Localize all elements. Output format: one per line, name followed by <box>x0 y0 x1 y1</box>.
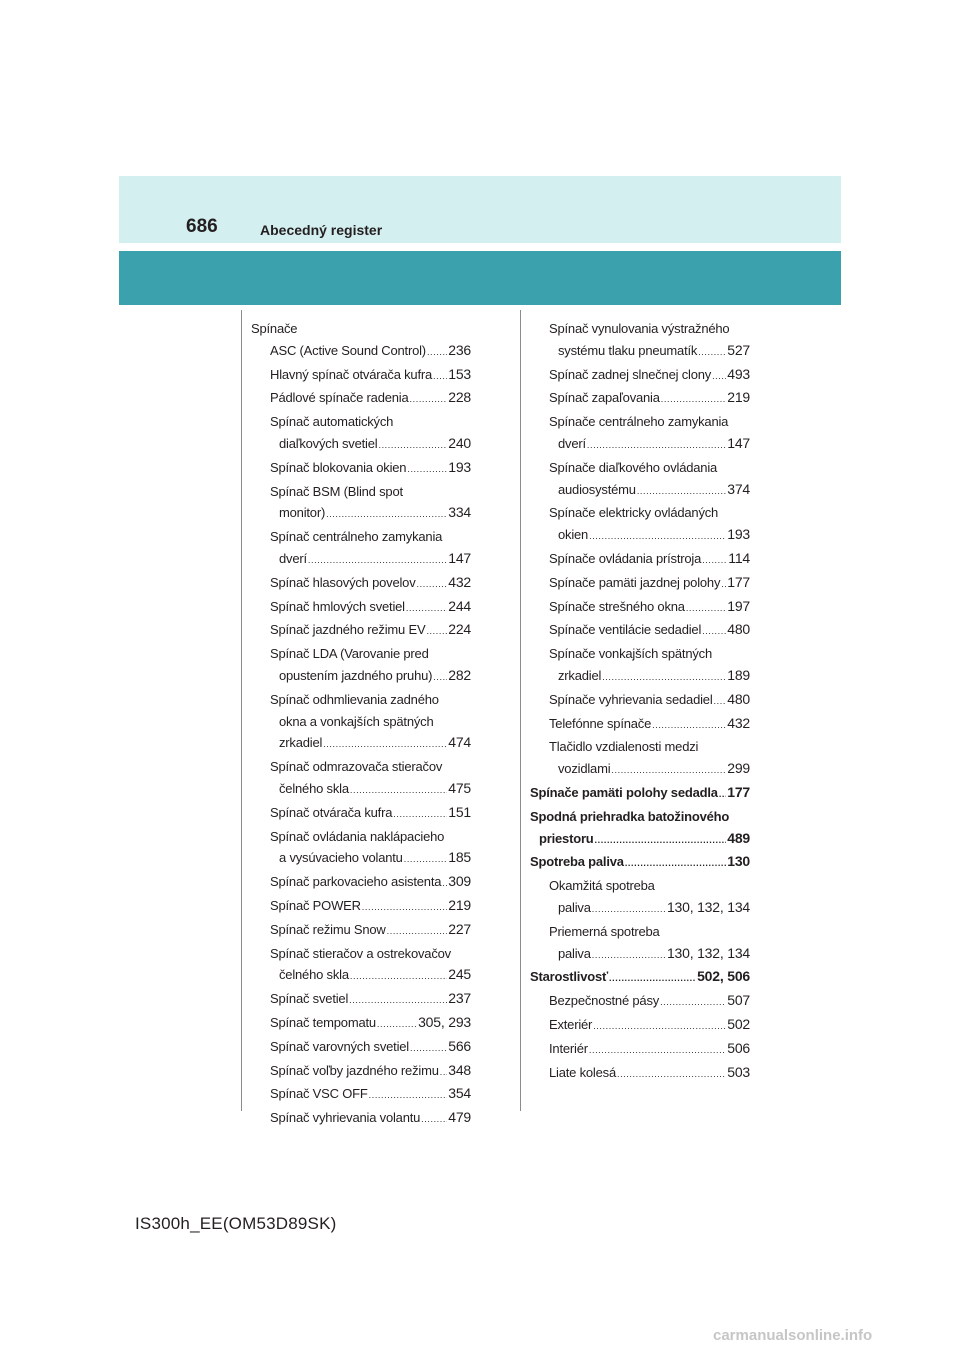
dot-leader <box>433 366 447 388</box>
entry-label: Spínač vynulovania výstražného <box>549 321 730 336</box>
page-reference: 489 <box>727 829 750 846</box>
index-entry <box>251 778 471 802</box>
index-entry <box>251 643 471 665</box>
entry-label: Telefónne spínače <box>549 715 652 731</box>
entry-label: Liate kolesá <box>549 1064 616 1080</box>
index-entry <box>251 481 471 503</box>
entry-label: diaľkových svetiel <box>279 435 378 451</box>
page-reference: 527 <box>727 341 750 358</box>
entry-label: Spínače pamäti jazdnej polohy <box>549 574 721 590</box>
index-entry <box>251 847 471 871</box>
page-reference: 197 <box>727 597 750 614</box>
dot-leader <box>702 550 727 572</box>
dot-leader <box>369 1085 448 1107</box>
page-reference: 237 <box>448 990 471 1007</box>
index-entry <box>251 340 471 364</box>
entry-label: Spínače pamäti polohy sedadla <box>530 784 718 800</box>
entry-label: Hlavný spínač otvárača kufra <box>270 366 433 382</box>
dot-leader <box>602 667 726 689</box>
entry-label: Tlačidlo vzdialenosti medzi <box>549 739 699 755</box>
entry-label: Spínač zadnej slnečnej clony <box>549 366 712 382</box>
index-entry <box>530 619 750 643</box>
right-column-divider <box>520 310 521 1111</box>
dot-leader <box>661 389 726 411</box>
entry-label: Spotreba paliva <box>530 854 624 870</box>
dot-leader <box>698 342 726 364</box>
page-number: 686 <box>186 216 218 237</box>
page-reference: 219 <box>727 389 750 406</box>
page-reference: 189 <box>727 666 750 683</box>
entry-label: Spínač jazdného režimu EV <box>270 622 426 638</box>
entry-label: Spínač hlasových povelov <box>270 574 416 590</box>
entry-label: Spínač otvárača kufra <box>270 804 393 820</box>
index-entry <box>530 851 750 875</box>
index-entry <box>530 502 750 524</box>
dot-leader <box>308 550 447 572</box>
dot-leader <box>609 968 696 990</box>
page-reference: 177 <box>727 573 750 590</box>
entry-label: Exteriér <box>549 1016 593 1032</box>
entry-label: paliva <box>558 945 591 961</box>
page-reference: 147 <box>727 434 750 451</box>
entry-label: okna a vonkajších spätných <box>279 713 434 729</box>
entry-label: Spínač hmlových svetiel <box>270 598 405 614</box>
dot-leader <box>387 921 448 943</box>
page-reference: 432 <box>727 714 750 731</box>
index-column-left <box>251 318 471 1131</box>
entry-label: Spínače vyhrievania sedadiel <box>549 691 713 707</box>
index-entry <box>251 457 471 481</box>
index-entry <box>530 897 750 921</box>
dot-leader <box>404 849 448 871</box>
index-entry <box>530 921 750 943</box>
dot-leader <box>410 1038 447 1060</box>
entry-label: Spínač varovných svetiel <box>270 1038 409 1054</box>
index-entry <box>530 1062 750 1086</box>
index-entry <box>530 713 750 737</box>
index-entry <box>251 732 471 756</box>
index-entry <box>251 689 471 711</box>
entry-label: Pádlové spínače radenia <box>270 390 409 406</box>
index-entry <box>251 802 471 826</box>
dot-leader <box>377 1014 417 1036</box>
dot-leader <box>350 780 447 802</box>
entry-label: Spínač vyhrievania volantu <box>270 1110 421 1126</box>
page-reference: 474 <box>448 734 471 751</box>
entry-label: monitor) <box>279 505 326 521</box>
page-reference: 245 <box>448 966 471 983</box>
page-reference: 151 <box>448 803 471 820</box>
index-entry <box>251 1107 471 1131</box>
page-reference: 282 <box>448 666 471 683</box>
dot-leader <box>427 342 447 364</box>
index-entry <box>251 964 471 988</box>
index-entry <box>530 433 750 457</box>
dot-leader <box>326 504 447 526</box>
page-reference: 506 <box>727 1039 750 1056</box>
index-entry <box>530 966 750 990</box>
entry-label: Spínač tempomatu <box>270 1014 376 1030</box>
index-entry <box>251 364 471 388</box>
index-entry <box>530 596 750 620</box>
page-reference: 227 <box>448 920 471 937</box>
entry-label: dverí <box>279 550 307 566</box>
dot-leader <box>362 897 447 919</box>
entry-label: Spínače vonkajších spätných <box>549 646 712 662</box>
dot-leader <box>442 873 447 895</box>
page-reference: 193 <box>727 526 750 543</box>
entry-label: čelného skla <box>279 780 349 796</box>
entry-label: zrkadiel <box>279 735 323 751</box>
header-bar <box>119 176 841 243</box>
entry-label: Spínače <box>251 321 298 336</box>
index-entry <box>251 711 471 733</box>
dot-leader <box>323 734 447 756</box>
page-reference: 219 <box>448 896 471 913</box>
dot-leader <box>426 621 447 643</box>
index-entry <box>251 756 471 778</box>
page-reference: 507 <box>727 992 750 1009</box>
entry-label: Spínač stieračov a ostrekovačov <box>270 945 451 961</box>
entry-label: Spínač svetiel <box>270 991 349 1007</box>
dot-leader <box>686 598 726 620</box>
entry-label: Okamžitá spotreba <box>549 878 655 894</box>
model-code: IS300h_EE(OM53D89SK) <box>135 1214 337 1233</box>
page-reference: 475 <box>448 779 471 796</box>
index-entry <box>251 387 471 411</box>
index-entry <box>530 524 750 548</box>
entry-label: Spínač odmrazovača stieračov <box>270 759 443 775</box>
page-reference: 244 <box>448 597 471 614</box>
index-entry <box>251 548 471 572</box>
dot-leader <box>592 945 666 967</box>
dot-leader <box>617 1064 726 1086</box>
dot-leader <box>719 784 726 806</box>
index-entry <box>251 572 471 596</box>
dot-leader <box>595 830 727 852</box>
entry-label: Spínač voľby jazdného režimu <box>270 1062 439 1078</box>
page-reference: 130 <box>727 853 750 870</box>
index-entry <box>530 806 750 828</box>
entry-label: systému tlaku pneumatík <box>558 342 698 358</box>
index-entry <box>530 387 750 411</box>
entry-label: ASC (Active Sound Control) <box>270 342 426 358</box>
index-entry <box>530 990 750 1014</box>
entry-label: Priemerná spotreba <box>549 923 660 939</box>
index-entry <box>530 643 750 665</box>
index-entry <box>530 1038 750 1062</box>
entry-label: paliva <box>558 899 591 915</box>
page-reference: 566 <box>448 1037 471 1054</box>
page-reference: 502 <box>727 1015 750 1032</box>
page-reference: 236 <box>448 341 471 358</box>
index-entry <box>251 596 471 620</box>
page-reference: 240 <box>448 434 471 451</box>
index-entry <box>530 943 750 967</box>
index-entry <box>530 736 750 758</box>
index-entry <box>251 943 471 965</box>
page-reference: 130, 132, 134 <box>666 944 750 961</box>
entry-label: dverí <box>558 435 586 451</box>
entry-label: Spínače centrálneho zamykania <box>549 414 729 430</box>
index-entry <box>530 479 750 503</box>
index-entry <box>530 364 750 388</box>
entry-label: Spínače strešného okna <box>549 598 685 614</box>
entry-label: Spínač centrálneho zamykania <box>270 529 443 545</box>
page-reference: 228 <box>448 389 471 406</box>
index-entry <box>530 340 750 364</box>
entry-label: Bezpečnostné pásy <box>549 993 660 1009</box>
index-entry <box>251 871 471 895</box>
entry-label: Spínače ventilácie sedadiel <box>549 622 702 638</box>
entry-label: Starostlivosť <box>530 969 609 985</box>
dot-leader <box>587 435 726 457</box>
dot-leader <box>721 574 726 596</box>
page-reference: 147 <box>448 549 471 566</box>
dot-leader <box>433 667 447 689</box>
entry-label: Spínač POWER <box>270 897 361 913</box>
page-reference: 374 <box>727 480 750 497</box>
dot-leader <box>440 1062 448 1084</box>
entry-label: Spínač LDA (Varovanie pred <box>270 646 429 662</box>
entry-label: vozidlami <box>558 761 611 777</box>
entry-label: Spínač blokovania okien <box>270 459 407 475</box>
page-reference: 348 <box>448 1061 471 1078</box>
watermark: carmanualsonline.info <box>713 1327 873 1344</box>
index-entry <box>251 526 471 548</box>
entry-label: Spínač zapaľovania <box>549 390 660 406</box>
entry-label: a vysúvacieho volantu <box>279 850 403 866</box>
page-reference: 480 <box>727 690 750 707</box>
index-entry <box>251 318 471 340</box>
entry-label: opustením jazdného pruhu) <box>279 667 433 683</box>
index-entry <box>530 548 750 572</box>
index-column-right <box>530 318 750 1085</box>
page-reference: 502, 506 <box>697 968 750 985</box>
dot-leader <box>378 435 447 457</box>
index-entry <box>530 665 750 689</box>
index-entry <box>530 1014 750 1038</box>
index-entry <box>530 318 750 340</box>
dot-leader <box>349 990 447 1012</box>
dot-leader <box>660 992 726 1014</box>
index-entry <box>530 758 750 782</box>
page-reference: 185 <box>448 849 471 866</box>
index-entry <box>251 619 471 643</box>
page-reference: 354 <box>448 1085 471 1102</box>
page-reference: 503 <box>727 1063 750 1080</box>
entry-label: čelného skla <box>279 967 349 983</box>
page-reference: 480 <box>727 621 750 638</box>
dot-leader <box>421 1109 447 1131</box>
dot-leader <box>417 574 448 596</box>
entry-label: Spínač režimu Snow <box>270 921 386 937</box>
index-entry <box>251 1012 471 1036</box>
page-reference: 130, 132, 134 <box>666 898 750 915</box>
page-reference: 114 <box>728 549 750 566</box>
entry-label: audiosystému <box>558 481 636 497</box>
index-entry <box>530 828 750 852</box>
index-entry <box>251 826 471 848</box>
index-entry <box>251 1036 471 1060</box>
dot-leader <box>589 1040 726 1062</box>
index-entry <box>530 782 750 806</box>
entry-label: zrkadiel <box>558 667 602 683</box>
index-entry <box>530 457 750 479</box>
dot-leader <box>410 389 448 411</box>
index-entry <box>530 411 750 433</box>
dot-leader <box>592 899 666 921</box>
left-column-divider <box>241 310 242 1111</box>
entry-label: Spínač parkovacieho asistenta <box>270 874 442 890</box>
dot-leader <box>712 366 726 388</box>
page-reference: 177 <box>727 783 750 800</box>
index-entry <box>251 1083 471 1107</box>
index-entry <box>251 988 471 1012</box>
header-band <box>119 251 841 305</box>
section-title: Abecedný register <box>260 222 383 238</box>
dot-leader <box>714 691 727 713</box>
entry-label: Spínač odhmlievania zadného <box>270 691 439 707</box>
dot-leader <box>611 760 726 782</box>
dot-leader <box>637 481 726 503</box>
entry-label: Spínače ovládania prístroja <box>549 550 702 566</box>
index-entry <box>251 433 471 457</box>
dot-leader <box>652 715 726 737</box>
index-entry <box>530 689 750 713</box>
page-reference: 153 <box>448 365 471 382</box>
entry-label: Interiér <box>549 1040 588 1056</box>
page-reference: 224 <box>448 621 471 638</box>
index-entry <box>530 875 750 897</box>
page-reference: 334 <box>448 504 471 521</box>
page-reference: 479 <box>448 1109 471 1126</box>
entry-label: okien <box>558 527 589 543</box>
dot-leader <box>406 598 447 620</box>
page-reference: 493 <box>727 365 750 382</box>
page-reference: 193 <box>448 458 471 475</box>
entry-label: Spodná priehradka batožinového <box>530 808 730 824</box>
page-reference: 305, 293 <box>418 1013 471 1030</box>
entry-label: Spínač ovládania naklápacieho <box>270 828 445 844</box>
entry-label: Spínač VSC OFF <box>270 1086 368 1102</box>
index-entry <box>251 411 471 433</box>
entry-label: Spínače elektricky ovládaných <box>549 505 719 521</box>
index-entry <box>251 502 471 526</box>
index-entry <box>530 572 750 596</box>
entry-label: Spínač BSM (Blind spot <box>270 483 403 499</box>
page-reference: 299 <box>727 760 750 777</box>
dot-leader <box>393 804 447 826</box>
index-entry <box>251 895 471 919</box>
entry-label: priestoru <box>539 830 594 846</box>
page-reference: 432 <box>448 573 471 590</box>
entry-label: Spínače diaľkového ovládania <box>549 459 718 475</box>
page-reference: 309 <box>448 873 471 890</box>
dot-leader <box>407 459 447 481</box>
entry-label: Spínač automatických <box>270 414 394 430</box>
dot-leader <box>593 1016 726 1038</box>
index-entry <box>251 1060 471 1084</box>
dot-leader <box>589 526 726 548</box>
index-entry <box>251 919 471 943</box>
dot-leader <box>350 966 447 988</box>
dot-leader <box>625 853 726 875</box>
index-entry <box>251 665 471 689</box>
dot-leader <box>702 621 726 643</box>
